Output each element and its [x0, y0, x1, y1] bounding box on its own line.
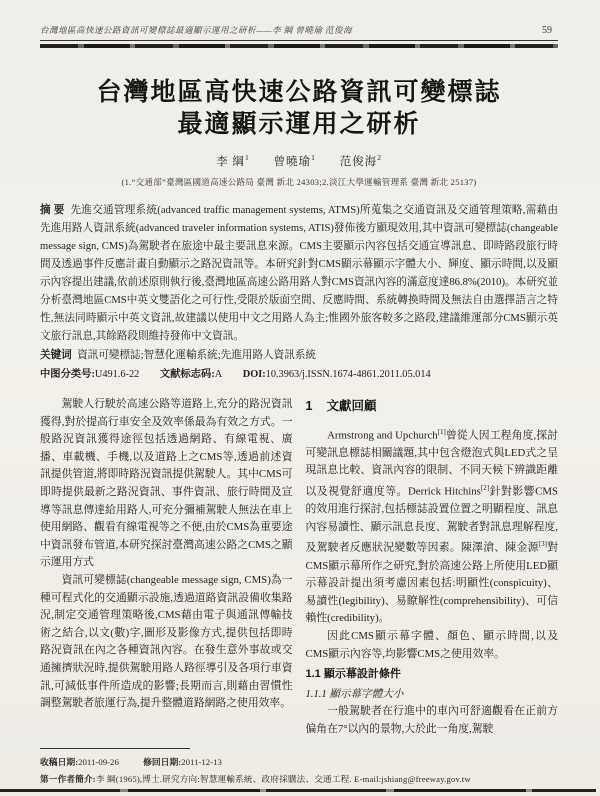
- author: 曾曉瑜$^1$: [273, 153, 316, 168]
- abstract-label: 摘 要: [40, 205, 65, 216]
- right-column: [306, 396, 559, 738]
- footnote-rule: [40, 748, 190, 749]
- author: 李 綱$^1$: [216, 153, 250, 168]
- abstract-text: 先進交通管理系統(advanced traffic management systems, ATMS)所蒐集之交通資訊及交通管理策略,需藉由先進用路人資訊系統(advanced traveler information systems, ATIS)發佈後方顯現效用,其中資訊可變標誌(changeable message sign, CMS)為駕駛者在旅途中最主要訊息來源。CMS主要顯示內容包括交通宣導訊息、即時路段旅行時間及透過事件反應計畫自動顯示之路況資訊等。本研究針對CMS顯示幕顯示字體大小、輝度、顯示時間,以及顯示內容提出建議,依前述原則執行後,臺灣地區高速公路用路人對CMS資訊內容的滿意度達86.8%(2010)。本研究並分析臺灣地區CMS中英文雙語化之可行性,受限於版面空間、反應時間、系統轉換時間及無法自由選擇語言之特性,無法同時顯示中英文資訊,故建議以使用中文之用路人為主;惟國外旅客較多之路段,建議維運部分CMS顯示英文旅行訊息,其餘路段則維持發佈中文資訊。: [40, 205, 558, 342]
- revised-date: 修回日期:2011-12-13: [143, 757, 222, 768]
- intro-paragraph-2: 資訊可變標誌(changeable message sign, CMS)為一種可程式化的交通顯示設施,透過道路資訊設備收集路況,制定交通管理策略後,CMS藉由電子與通訊傳輸技術之結合,以文(數)字,圖形及影像方式,提供包括即時路況資訊在內之各種資訊內容。在發生意外事故或交通擁擠狀況時,提供駕駛用路人路徑導引及各項行車資訊,可減低事件所造成的影響;長期而言,則藉由習慣性調整駕駛者旅運行為,提升整體道路網路之使用效率。: [40, 573, 293, 710]
- header-rule-thick: [40, 44, 558, 48]
- header-rule-thin: [40, 40, 558, 41]
- running-head: [40, 24, 558, 36]
- citation-1: [1]: [437, 427, 446, 436]
- first-author-bio: 第一作者簡介:李 綱(1965),博士.研究方向:智慧運輸系統、政府採購法、交通工程. E-mail:jshiang@freeway.gov.tw: [40, 774, 471, 785]
- citation-2: [2]: [480, 483, 490, 492]
- section-heading-1-1: 1.1 顯示幕設計條件: [305, 668, 401, 681]
- clc-number: 中图分类号:U491.6-22: [40, 369, 140, 380]
- author: 范俊海$^2$: [339, 153, 382, 168]
- document-code: 文献标志码:A: [159, 369, 223, 380]
- author-list: [40, 153, 558, 169]
- keywords-text: 資訊可變標誌;智慧化運輸系統;先進用路人資訊系統: [77, 350, 317, 361]
- abstract: [40, 202, 558, 346]
- footnote-block: [40, 748, 558, 785]
- keywords-line: [40, 347, 558, 365]
- doi: DOI:10.3963/j.ISSN.1674-4861.2011.05.014: [242, 369, 431, 380]
- intro-paragraph-1: 駕駛人行駛於高速公路等道路上,充分的路況資訊獲得,對於提高行車安全及效率係最為有效之方式。一般路況資訊獲得途徑包括透過網路、有線電視、廣播、車載機、手機,以及道路上之CMS等,透過前述資訊提供管道,將即時路況資訊提供駕駛人。其中CMS可即時提供最新之路況資訊、事件資訊、旅行時間及宣導等訊息傳達給用路人,可充分彌補駕駛人無法在車上使用網路、觀看有線電視等之不便,由於CMS為重要途中資訊發布管道,本研究探討臺灣高速公路之CMS之顯示運用方式: [40, 398, 293, 569]
- page-bottom-scan-edge: [0, 789, 596, 792]
- running-title: 台灣地區高快速公路資訊可變標誌最適顯示運用之研析——李 綱 曾曉瑜 范俊海: [40, 25, 352, 35]
- footnote-dates: [40, 755, 558, 768]
- classification-line: [40, 366, 558, 384]
- keywords-label: 关键词: [40, 350, 72, 361]
- title-block: [40, 76, 558, 188]
- paper-title-line2: 最適顯示運用之研析: [177, 110, 421, 138]
- received-date: 收稿日期:2011-09-26: [40, 757, 119, 768]
- affiliation: (1.“交通部”臺灣區國道高速公路局 臺灣 新北 24303;2.淡江大學運輸管理系 臺灣 新北 25137): [121, 177, 477, 187]
- literature-paragraph-2: 因此CMS顯示幕字體、顏色、顯示時間,以及CMS顯示內容等,均影響CMS之使用效率。: [305, 629, 558, 660]
- page-number: 59: [542, 25, 552, 36]
- paper-title: [40, 76, 558, 140]
- section-heading-1: 1 文獻回顧: [305, 399, 377, 413]
- paper-title-line1: 台灣地區高快速公路資訊可變標誌: [96, 78, 502, 106]
- font-size-paragraph: 一般駕駛者在行進中的車內可舒適觀看在正前方偏角在7°以內的景物,大於此一角度,駕駛: [305, 705, 558, 735]
- body-columns: [40, 396, 558, 738]
- section-heading-1-1-1: 1.1.1 顯示幕字體大小: [305, 688, 404, 700]
- citation-3: [3]: [538, 540, 547, 549]
- literature-paragraph-1: Armstrong and Upchurch[1]曾從人因工程角度,探討可變訊息標誌相關議題,其中包含燈泡式與LED式之呈現訊息比較、資訊內容的限制、不同天候下辨識距離以及視覺舒適度等。Derrick Hitchins[2]針對影響CMS的效用進行探討,包括標誌設置位置之明顯程度、訊息內容易讀性、顯示訊息長度、駕駛者對訊息理解程度,及駕駛者反應狀況變數等因素。陳澤滄、陳金源[3]對CMS顯示幕所作之研究,對於高速公路上所使用LED顯示幕設計提出須考慮因素包括:明顯性(conspicuity)、易讀性(legibility)、易瞭解性(comprehensibility)、可信賴性(credibility)。: [305, 427, 559, 625]
- left-column: [40, 396, 293, 738]
